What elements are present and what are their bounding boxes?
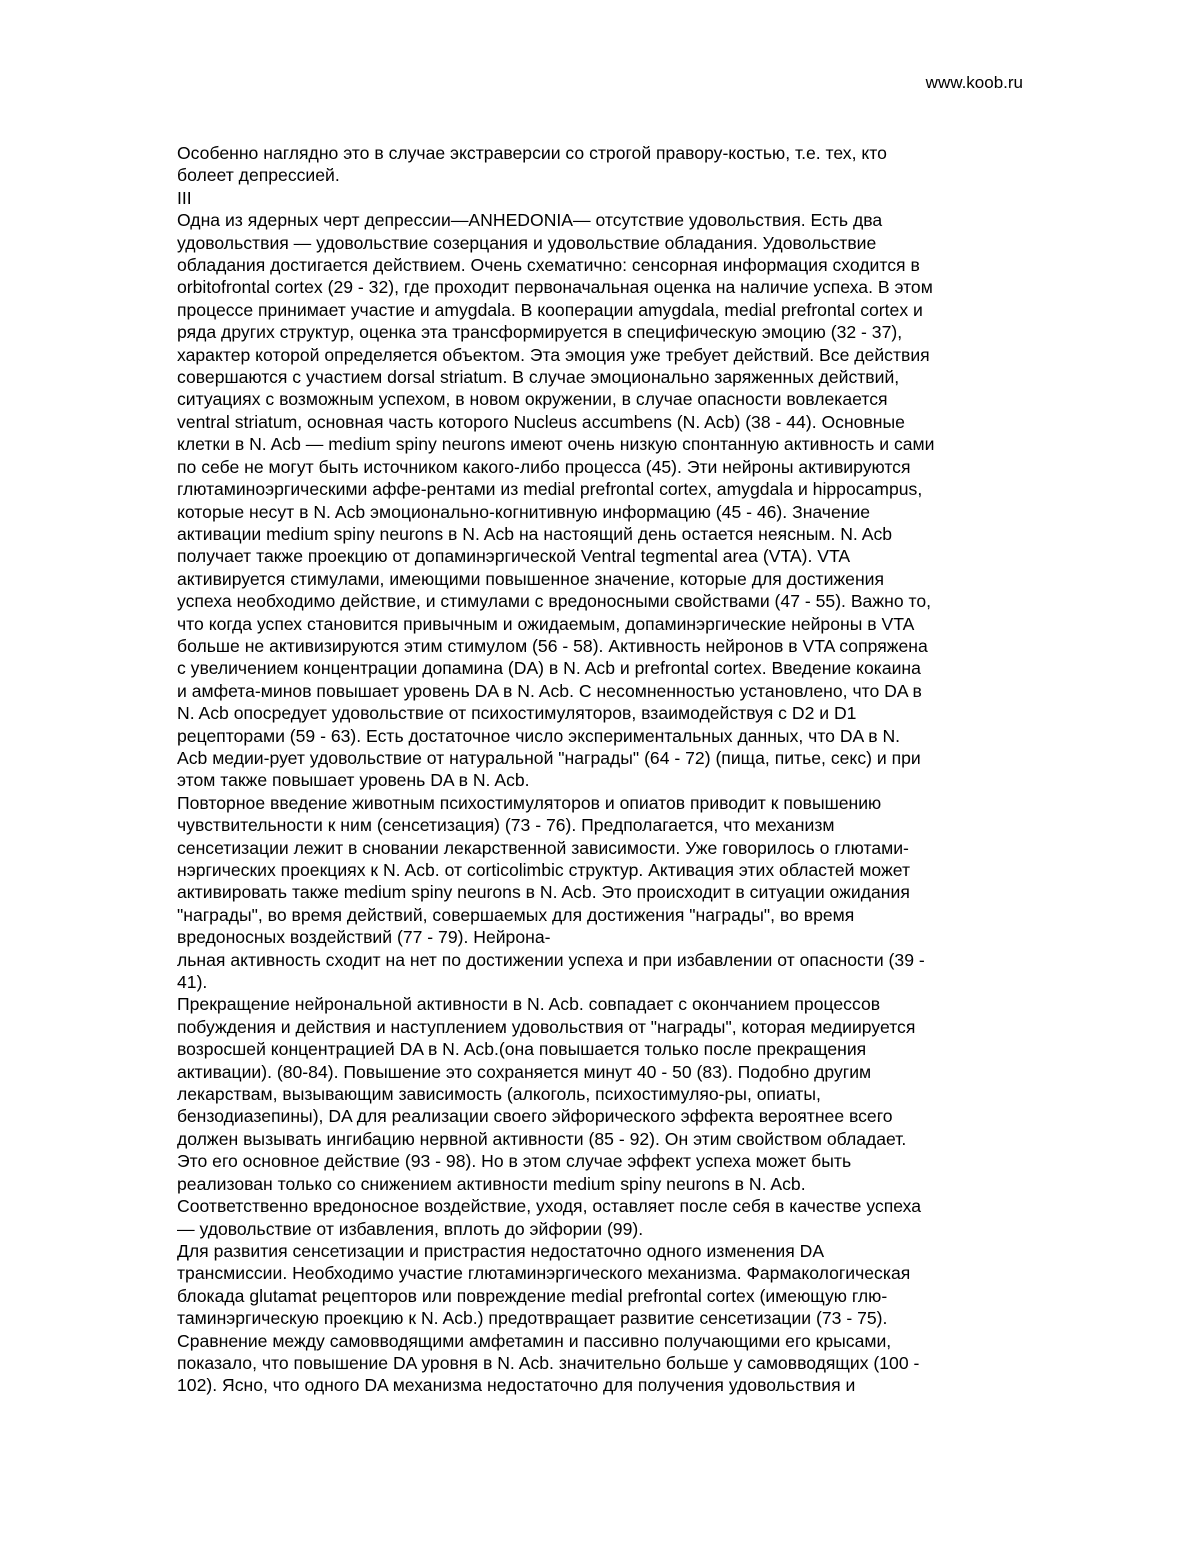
text-line: активировать также medium spiny neurons в N. Acb. Это происходит в ситуации ожидания — [177, 882, 910, 903]
text-line: рецепторами (59 - 63). Есть достаточное число экспериментальных данных, что DA в N. — [177, 725, 901, 746]
text-line: — удовольствие от избавления, вплоть до эйфории (99). — [177, 1218, 644, 1239]
text-line: побуждения и действия и наступлением удовольствия от "награды", которая медиируется — [177, 1016, 916, 1037]
document-body — [177, 142, 1023, 1397]
text-line: и амфета-минов повышает уровень DA в N. Acb. С несомненностью установлено, что DA в — [177, 680, 922, 701]
page-header — [177, 72, 1023, 94]
text-line: таминэргическую проекцию к N. Acb.) предотвращает развитие сенсетизации (73 - 75). — [177, 1308, 888, 1329]
text-line: болеет депрессией. — [177, 165, 340, 186]
text-line: успеха необходимо действие, и стимулами с вредоносными свойствами (47 - 55). Важно то, — [177, 591, 932, 612]
text-line: блокада glutamat рецепторов или повреждение medial prefrontal cortex (имеющую глю- — [177, 1285, 888, 1306]
text-line: Это его основное действие (93 - 98). Но в этом случае эффект успеха может быть — [177, 1151, 852, 1172]
text-line: Особенно наглядно это в случае экстраверсии со строгой правору-костью, т.е. тех, кто — [177, 143, 887, 163]
text-line: реализован только со снижением активности medium spiny neurons в N. Acb. — [177, 1173, 806, 1194]
text-line: активируется стимулами, имеющими повышенное значение, которые для достижения — [177, 568, 885, 589]
text-line: показало, что повышение DA уровня в N. Acb. значительно больше у самовводящих (100 - — [177, 1352, 920, 1373]
text-line: нэргических проекциях к N. Acb. от corticolimbic структур. Активация этих областей может — [177, 860, 911, 880]
text-line: возросшей концентрацией DA в N. Acb.(она повышается только после прекращения — [177, 1039, 867, 1060]
text-line: процессе принимает участие и amygdala. В кооперации amygdala, medial prefrontal cortex и — [177, 299, 923, 320]
text-line: льная активность сходит на нет по достижении успеха и при избавлении от опасности (39 - — [177, 949, 925, 970]
text-line: активации). (80-84). Повышение это сохраняется минут 40 - 50 (83). Подобно другим — [177, 1061, 872, 1082]
text-line: чувствительности к ним (сенсетизация) (73 - 76). Предполагается, что механизм — [177, 815, 835, 836]
text-line: Повторное введение животным психостимуляторов и опиатов приводит к повышению — [177, 792, 882, 813]
text-line: больше не активизируются этим стимулом (56 - 58). Активность нейронов в VTA сопряжена — [177, 635, 928, 656]
text-line: характер которой определяется объектом. Эта эмоция уже требует действий. Все действия — [177, 344, 930, 365]
text-line: глютаминоэргическими аффе-рентами из medial prefrontal cortex, amygdala и hippocampus, — [177, 479, 923, 500]
text-line: 41). — [177, 972, 208, 993]
section-number: III — [177, 187, 192, 208]
text-line: которые несут в N. Acb эмоционально-когнитивную информацию (45 - 46). Значение — [177, 501, 871, 522]
text-line: бензодиазепины), DA для реализации своего эйфорического эффекта вероятнее всего — [177, 1106, 893, 1127]
text-line: Прекращение нейрональной активности в N. Acb. совпадает с окончанием процессов — [177, 994, 881, 1015]
text-line: ситуациях с возможным успехом, в новом окружении, в случае опасности вовлекается — [177, 389, 888, 410]
text-line: этом также повышает уровень DA в N. Acb. — [177, 770, 530, 791]
text-line: трансмиссии. Необходимо участие глютаминэргического механизма. Фармакологическая — [177, 1263, 911, 1284]
text-line: по себе не могут быть источником какого-либо процесса (45). Эти нейроны активируются — [177, 456, 911, 477]
text-line: 102). Ясно, что одного DA механизма недостаточно для получения удовольствия и — [177, 1375, 856, 1396]
text-line: получает также проекцию от допаминэргической Ventral tegmental area (VTA). VTA — [177, 546, 851, 567]
text-line: с увеличением концентрации допамина (DA) в N. Acb и prefrontal cortex. Введение кокаина — [177, 658, 921, 679]
text-line: Сравнение между самовводящими амфетамин и пассивно получающими его крысами, — [177, 1330, 892, 1351]
text-line: должен вызывать ингибацию нервной активности (85 - 92). Он этим свойством обладает. — [177, 1128, 907, 1149]
text-line: Одна из ядерных черт депрессии—ANHEDONIA— отсутствие удовольствия. Есть два — [177, 210, 883, 231]
text-line: Соответственно вредоносное воздействие, уходя, оставляет после себя в качестве успеха — [177, 1196, 922, 1217]
text-line: сенсетизации лежит в сновании лекарственной зависимости. Уже говорилось о глютами- — [177, 837, 909, 858]
text-line: ventral striatum, основная часть которого Nucleus accumbens (N. Acb) (38 - 44). Основные — [177, 411, 905, 432]
text-line: удовольствия — удовольствие созерцания и удовольствие обладания. Удовольствие — [177, 232, 877, 253]
site-url: www.koob.ru — [925, 73, 1023, 92]
text-line: совершаются с участием dorsal striatum. В случае эмоционально заряженных действий, — [177, 367, 900, 388]
text-line: что когда успех становится привычным и ожидаемым, допаминэргические нейроны в VTA — [177, 613, 915, 634]
text-line: вредоносных воздействий (77 - 79). Нейрона- — [177, 927, 551, 948]
text-line: обладания достигается действием. Очень схематично: сенсорная информация сходится в — [177, 255, 920, 276]
text-line: ряда других структур, оценка эта трансформируется в специфическую эмоцию (32 - 37), — [177, 322, 903, 343]
text-line: N. Acb опосредует удовольствие от психостимуляторов, взаимодействуя с D2 и D1 — [177, 703, 857, 724]
text-line: "награды", во время действий, совершаемых для достижения "награды", во время — [177, 904, 855, 925]
text-line: клетки в N. Acb — medium spiny neurons имеют очень низкую спонтанную активность и сами — [177, 434, 935, 455]
text-line: Acb медии-рует удовольствие от натуральной "награды" (64 - 72) (пища, питье, секс) и при — [177, 747, 921, 768]
text-line: активации medium spiny neurons в N. Acb на настоящий день остается неясным. N. Acb — [177, 523, 893, 544]
text-line: лекарствам, вызывающим зависимость (алкоголь, психостимуляо-ры, опиаты, — [177, 1084, 821, 1105]
text-line: Для развития сенсетизации и пристрастия недостаточно одного изменения DA — [177, 1240, 825, 1261]
text-line: orbitofrontal cortex (29 - 32), где проходит первоначальная оценка на наличие успеха. В этом — [177, 277, 933, 298]
